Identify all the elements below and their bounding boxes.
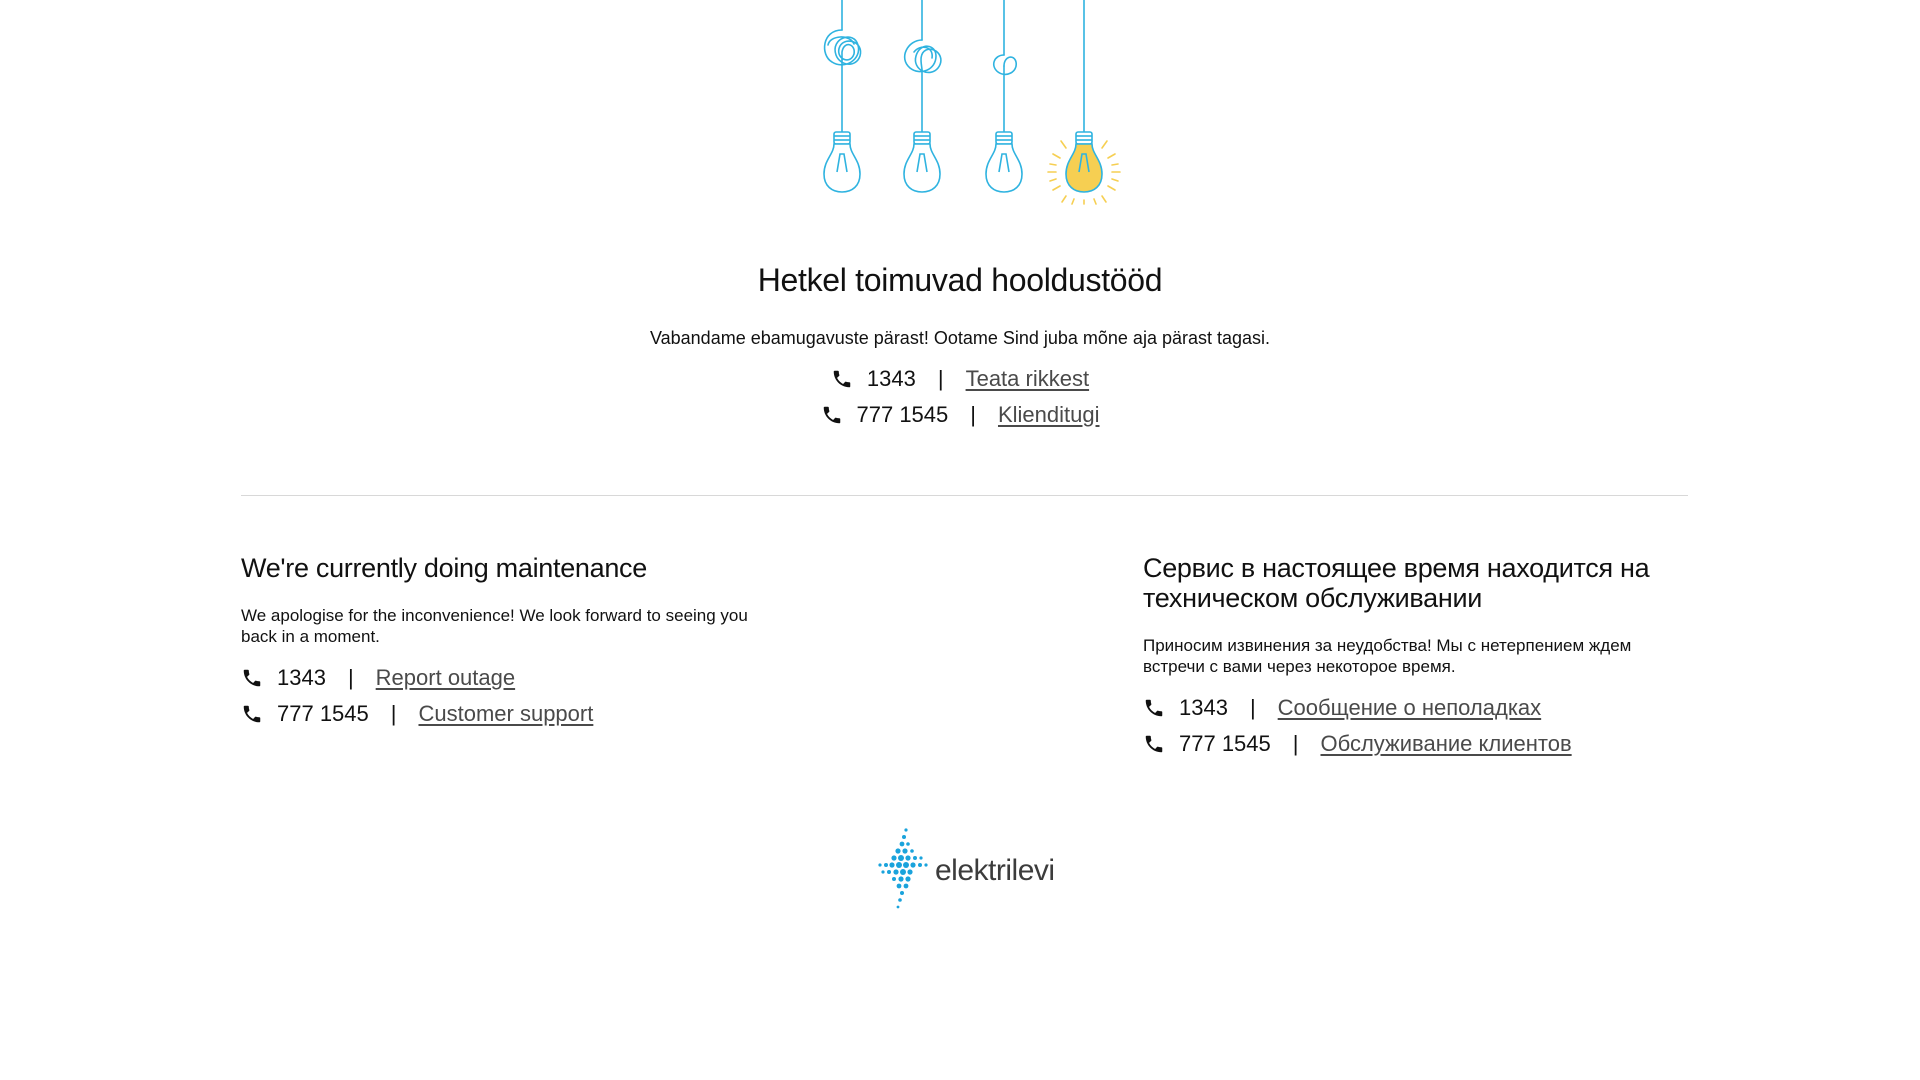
support-phone-number: 777 1545 <box>856 402 949 427</box>
estonian-contact-row-outage <box>0 364 1920 394</box>
phone-icon <box>821 404 843 426</box>
russian-description: Приносим извинения за неудобства! Мы с нетерпением ждем встречи с вами через некоторое время. <box>1143 636 1632 676</box>
estonian-title: Hetkel toimuvad hooldustööd <box>757 262 1163 298</box>
estonian-description: Vabandame ebamugavuste pärast! Ootame Sind juba mõne aja pärast tagasi. <box>649 328 1271 348</box>
separator: | <box>970 402 976 427</box>
separator: | <box>390 701 397 726</box>
english-contact-row-support <box>241 699 781 729</box>
support-phone-number: 777 1545 <box>1179 731 1271 756</box>
section-divider <box>241 495 1688 496</box>
russian-contact-row-support <box>1143 729 1688 759</box>
english-description: We apologise for the inconvenience! We look forward to seeing you back in a moment. <box>241 606 748 646</box>
phone-icon <box>1143 733 1165 755</box>
lightning-dots-icon <box>872 826 932 916</box>
customer-support-link[interactable]: Klienditugi <box>997 402 1100 427</box>
outage-phone-number: 1343 <box>866 366 916 391</box>
phone-icon <box>241 667 263 689</box>
outage-phone-number: 1343 <box>1179 695 1228 720</box>
phone-icon <box>831 368 853 390</box>
customer-support-link[interactable]: Обслуживание клиентов <box>1320 731 1572 756</box>
english-section <box>241 553 781 735</box>
separator: | <box>937 366 944 391</box>
russian-contact-row-outage <box>1143 693 1688 723</box>
russian-title: Сервис в настоящее время находится на техническом обслуживании <box>1143 553 1650 613</box>
separator: | <box>1292 731 1299 756</box>
report-outage-link[interactable]: Сообщение о неполадках <box>1277 695 1542 720</box>
separator: | <box>347 665 354 690</box>
report-outage-link[interactable]: Report outage <box>375 665 516 690</box>
support-phone-number: 777 1545 <box>277 701 369 726</box>
outage-phone-number: 1343 <box>277 665 326 690</box>
phone-icon <box>241 703 263 725</box>
customer-support-link[interactable]: Customer support <box>418 701 594 726</box>
hanging-light-bulbs-illustration <box>810 0 1130 205</box>
english-title: We're currently doing maintenance <box>241 553 647 583</box>
logo-text: elektrilevi <box>935 854 1055 887</box>
russian-section <box>1143 553 1688 765</box>
estonian-contact-row-support <box>0 400 1920 430</box>
separator: | <box>1249 695 1256 720</box>
elektrilevi-logo <box>872 826 1062 916</box>
phone-icon <box>1143 697 1165 719</box>
report-outage-link[interactable]: Teata rikkest <box>965 366 1090 391</box>
english-contact-row-outage <box>241 663 781 693</box>
